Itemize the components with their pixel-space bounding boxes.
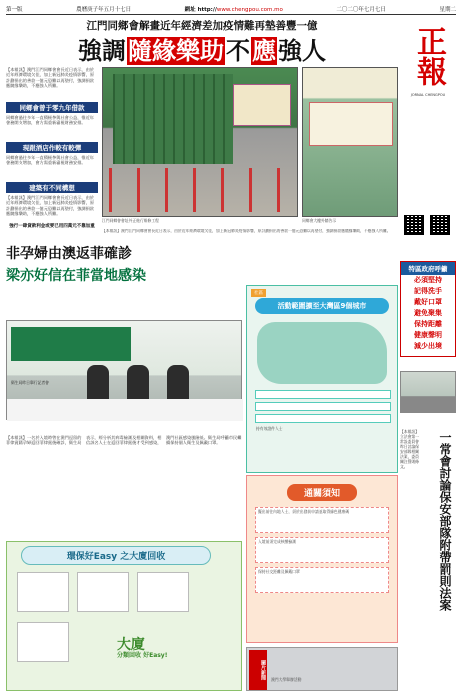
page-number: 第一版	[6, 6, 23, 13]
map-row-3: 持有效證件人士	[255, 414, 391, 423]
lead-story	[6, 67, 398, 272]
photo-caption-3: 衛生局昨日舉行記者會	[11, 380, 49, 385]
lead-headline	[6, 36, 398, 66]
photo-caption-2: 同鄉會大樓外牆告示	[302, 218, 337, 223]
press-desk	[7, 399, 243, 421]
headline-part-1: 隨緣樂助	[128, 37, 224, 65]
headline-part-3: 應	[252, 37, 276, 65]
weekday: 星期二	[439, 6, 456, 13]
second-headline	[6, 243, 256, 285]
eco-illustration-4	[17, 622, 69, 662]
notice-item-2: 入境前須完成核酸檢測	[255, 537, 389, 563]
map-row-2	[255, 402, 391, 411]
lead-text-column	[6, 67, 98, 272]
slogan-item-3: 避免聚集	[414, 309, 442, 317]
main-content	[6, 15, 398, 682]
health-bureau-banner	[11, 327, 131, 361]
slogan-item-6: 減少出境	[414, 342, 442, 350]
photo-news	[246, 647, 398, 691]
lunar-date: 農曆庚子年五月十七日	[76, 6, 132, 13]
council-photo	[400, 371, 456, 413]
slogan-item-0: 必須堅持	[414, 276, 442, 284]
eco-big-text: 大廈	[117, 637, 145, 653]
logo-english: JORNAL CHENGPOU	[410, 93, 446, 97]
gov-slogans	[400, 261, 456, 357]
eco-title: 環保好Easy 之大廈回收	[21, 546, 211, 565]
lead-subhead-3: 建築有不同構想	[6, 182, 98, 193]
notice-item-3: 保持社交距離及佩戴口罩	[255, 567, 389, 593]
notice-title: 通關須知	[287, 484, 357, 501]
slogan-title: 特區政府呼籲	[401, 262, 455, 275]
map-tag: 社區	[251, 289, 266, 297]
side-body: 【本報訊】立法會第一常設委員會昨日討論保安部隊相關法案，委員關注罰則條文。	[400, 429, 419, 469]
headline-part-2: 不	[226, 37, 250, 65]
masthead	[400, 21, 456, 97]
building-photo	[102, 67, 298, 217]
lead-subhead-2: 現跟酒店作較有較彈	[6, 142, 98, 153]
eco-illustration-1	[17, 572, 69, 612]
qr-code-icon-2[interactable]	[430, 215, 450, 235]
photo-caption-1: 江門同鄉會會址外正進行維修工程	[102, 218, 159, 223]
issue-date: 二〇二〇年七月七日	[336, 6, 386, 13]
press-conference-photo	[6, 320, 242, 420]
slogan-item-4: 保持距離	[414, 320, 442, 328]
slogan-list	[401, 275, 455, 352]
construction-barrier	[109, 168, 291, 212]
side-column	[400, 15, 456, 695]
notice-sign	[233, 84, 291, 126]
slogan-item-1: 記得洗手	[414, 287, 442, 295]
second-headline-sub: 梁亦好信在菲當地感染	[6, 268, 146, 284]
slogan-item-5: 健康聲明	[414, 331, 442, 339]
eco-illustration-3	[137, 572, 189, 612]
scaffold-netting	[113, 74, 233, 164]
lead-body: 【本報訊】澳門江門同鄉會會長近日表示，由於近年經濟環境欠佳，加上新冠肺炎疫情影響，原計劃捐出的善款一億元恐難以再墊付，強調捐款應隨緣樂助，不應強人所難。	[6, 67, 94, 89]
side-headline: 一常會討論保安部隊附帶罰則法案	[438, 431, 452, 611]
lead-body-2: 同鄉會過往多年一直積極參與社會公益，惟近年會務開支增加，會方需重新審視財務安排。	[6, 115, 94, 126]
gba-map	[257, 322, 387, 384]
building-notice	[309, 102, 393, 146]
notice-item-1: 擬出前往內地人士，須於出發前申請並取得綠色健康碼	[255, 507, 389, 533]
lead-body-4: 【本報訊】澳門江門同鄉會會長近日表示，由於近年經濟環境欠佳，加上新冠肺炎疫情影響，原計劃捐出的善款一億元恐難以再墊付，強調捐款應隨緣樂助，不應強人所難。	[6, 195, 94, 217]
gba-map-panel	[246, 285, 398, 473]
second-headline-main: 非孕婦由澳返菲確診	[6, 246, 132, 262]
crossing-notice-panel	[246, 475, 398, 643]
headline-part-0: 強調	[78, 37, 126, 65]
map-row-1	[255, 390, 391, 399]
lead-subhead-4: 強行一肆貸款利金或要已用四萬元不靠加重	[6, 222, 98, 230]
slogan-item-2: 戴好口罩	[414, 298, 442, 306]
map-title: 活動範圍擴至大灣區9個城市	[255, 298, 389, 314]
headline-part-4: 強人	[278, 37, 326, 65]
photo-news-label: 圖片新聞	[249, 650, 267, 690]
website-url[interactable]: 網址 http://www.chengpou.com.mo	[184, 6, 283, 13]
lead-continued-body: 【本報訊】澳門江門同鄉會會長近日表示，由於近年經濟環境欠佳，加上新冠肺炎疫情影響，原計劃捐出的善款一億元恐難以再墊付，強調捐款應隨緣樂助，不應強人所難。	[102, 229, 391, 233]
date-bar	[6, 3, 456, 15]
lead-subhead-1: 同鄉會曾于零九年借款	[6, 102, 98, 113]
sign-photo	[302, 67, 398, 217]
second-story-body: 【本報訊】一名於入境時曾在澳門逗留的菲律賓籍孕婦返回菲律賓後確診，衛生局表示，經分析其病毒檢測及相關資料，相信該名人士在返回菲律賓後才受到感染，澳門社區感染風險低。衛生局呼籲市民繼續保持個人衛生及佩戴口罩。	[6, 435, 242, 446]
photo-news-caption: 澳門大學舉辦活動	[271, 677, 302, 682]
qr-code-icon[interactable]	[404, 215, 424, 235]
eco-illustration-2	[77, 572, 129, 612]
lead-body-3: 同鄉會過往多年一直積極參與社會公益，惟近年會務開支增加，會方需重新審視財務安排。	[6, 155, 94, 166]
eco-sub-text: 分類回收 好Easy!	[117, 652, 168, 659]
recycling-ad	[6, 541, 242, 691]
newspaper-logo: 正報	[411, 26, 446, 86]
lead-kicker: 江門同鄉會解畫近年經濟差加疫情難再墊善豐一億	[86, 20, 318, 32]
